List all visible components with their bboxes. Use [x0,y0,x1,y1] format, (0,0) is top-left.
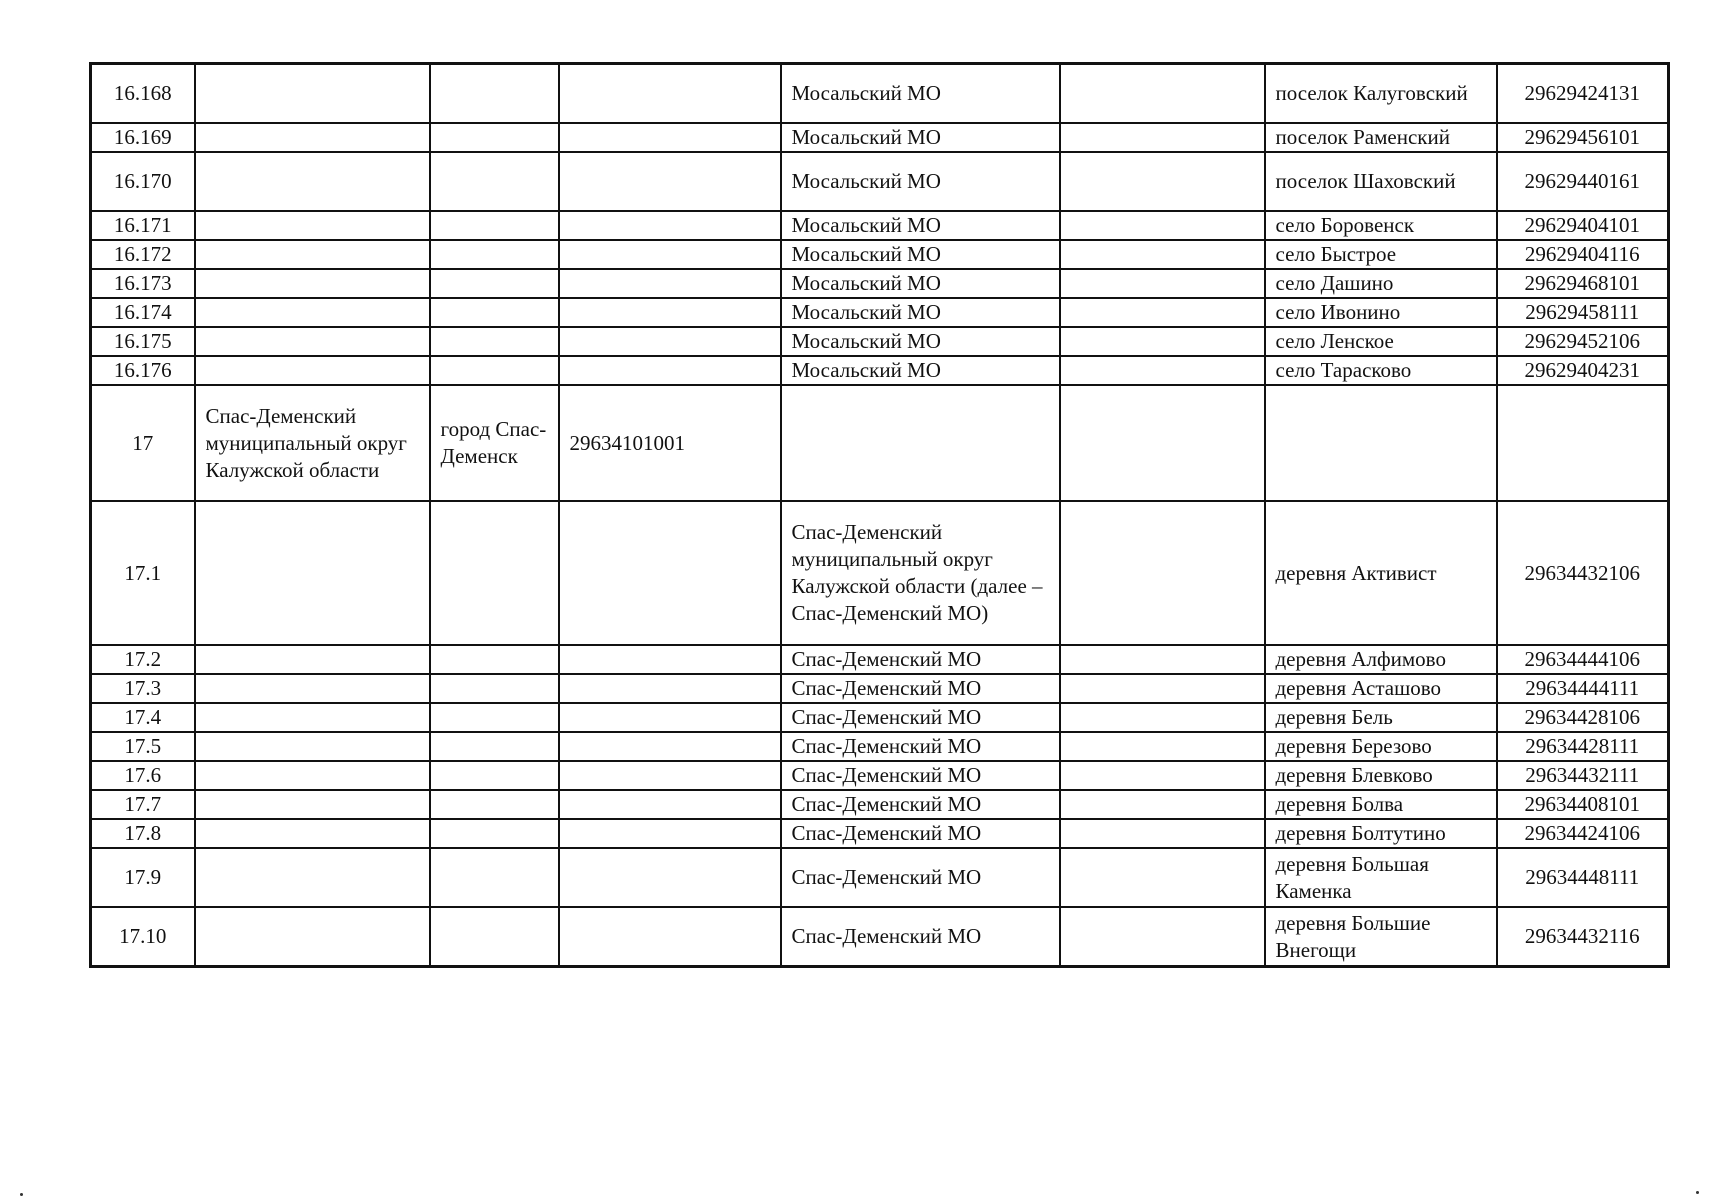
extra-cell [1060,211,1265,240]
municipal-district: Мосальский МО [781,152,1060,211]
municipal-district: Мосальский МО [781,240,1060,269]
municipality-name: Спас-Деменский муниципальный округ Калужской области [195,385,430,501]
settlement-name: поселок Раменский [1265,123,1497,152]
admin-center [430,298,559,327]
admin-center-code [559,501,781,645]
admin-center-code [559,298,781,327]
settlement-code: 29629452106 [1497,327,1669,356]
row-number: 16.172 [91,240,195,269]
municipal-district: Мосальский МО [781,298,1060,327]
municipality-name [195,64,430,124]
extra-cell [1060,269,1265,298]
extra-cell [1060,327,1265,356]
municipal-district: Спас-Деменский МО [781,848,1060,907]
admin-center-code [559,732,781,761]
settlement-name: деревня Большие Внегощи [1265,907,1497,967]
settlement-code: 29634448111 [1497,848,1669,907]
municipality-name [195,123,430,152]
table-row [91,123,1669,152]
admin-center-code [559,761,781,790]
municipality-name [195,848,430,907]
table-row [91,240,1669,269]
municipality-name [195,298,430,327]
admin-center-code [559,240,781,269]
table-row [91,761,1669,790]
settlement-name: село Боровенск [1265,211,1497,240]
admin-center [430,907,559,967]
admin-center-code: 29634101001 [559,385,781,501]
admin-center-code [559,356,781,385]
settlement-code: 29629404231 [1497,356,1669,385]
table-row [91,732,1669,761]
extra-cell [1060,64,1265,124]
row-number: 16.170 [91,152,195,211]
admin-center-code [559,123,781,152]
settlement-name: деревня Активист [1265,501,1497,645]
admin-center [430,123,559,152]
admin-center [430,674,559,703]
table-row [91,819,1669,848]
table-row [91,327,1669,356]
extra-cell [1060,703,1265,732]
scan-speck [20,1193,23,1196]
municipal-district: Спас-Деменский МО [781,703,1060,732]
extra-cell [1060,674,1265,703]
admin-center [430,327,559,356]
municipality-name [195,501,430,645]
municipality-name [195,269,430,298]
row-number: 16.174 [91,298,195,327]
settlement-code: 29634444106 [1497,645,1669,674]
municipal-district: Спас-Деменский МО [781,761,1060,790]
settlement-name: село Быстрое [1265,240,1497,269]
table-row [91,848,1669,907]
extra-cell [1060,356,1265,385]
row-number: 17.7 [91,790,195,819]
settlement-code: 29629424131 [1497,64,1669,124]
municipality-name [195,327,430,356]
table-row [91,211,1669,240]
settlement-code: 29629458111 [1497,298,1669,327]
settlement-name: село Тарасково [1265,356,1497,385]
admin-center-code [559,152,781,211]
extra-cell [1060,298,1265,327]
settlement-name: село Ленское [1265,327,1497,356]
table-row [91,64,1669,124]
table-row [91,385,1669,501]
admin-center [430,761,559,790]
table-row [91,645,1669,674]
settlement-name: поселок Шаховский [1265,152,1497,211]
settlement-code: 29634432116 [1497,907,1669,967]
table-row [91,152,1669,211]
admin-center-code [559,64,781,124]
row-number: 17.10 [91,907,195,967]
settlement-code: 29629404101 [1497,211,1669,240]
row-number: 17.9 [91,848,195,907]
settlements-table [89,62,1670,968]
settlement-name: деревня Блевково [1265,761,1497,790]
municipality-name [195,790,430,819]
admin-center [430,211,559,240]
municipality-name [195,819,430,848]
extra-cell [1060,848,1265,907]
extra-cell [1060,732,1265,761]
municipal-district: Спас-Деменский МО [781,732,1060,761]
admin-center-code [559,645,781,674]
row-number: 16.171 [91,211,195,240]
settlement-code [1497,385,1669,501]
municipality-name [195,152,430,211]
settlement-name [1265,385,1497,501]
table-row [91,269,1669,298]
municipality-name [195,240,430,269]
settlement-name: деревня Болва [1265,790,1497,819]
municipal-district: Мосальский МО [781,327,1060,356]
extra-cell [1060,152,1265,211]
admin-center [430,356,559,385]
admin-center [430,645,559,674]
admin-center [430,501,559,645]
municipal-district: Мосальский МО [781,64,1060,124]
settlement-code: 29634428106 [1497,703,1669,732]
municipal-district: Спас-Деменский МО [781,907,1060,967]
row-number: 16.169 [91,123,195,152]
table-row [91,501,1669,645]
admin-center-code [559,848,781,907]
municipality-name [195,356,430,385]
row-number: 17 [91,385,195,501]
row-number: 16.176 [91,356,195,385]
settlement-name: деревня Большая Каменка [1265,848,1497,907]
extra-cell [1060,761,1265,790]
admin-center [430,790,559,819]
municipal-district: Спас-Деменский МО [781,819,1060,848]
settlement-code: 29634444111 [1497,674,1669,703]
municipality-name [195,907,430,967]
municipal-district: Спас-Деменский муниципальный округ Калужской области (далее – Спас-Деменский МО) [781,501,1060,645]
settlement-name: село Ивонино [1265,298,1497,327]
extra-cell [1060,385,1265,501]
row-number: 17.6 [91,761,195,790]
admin-center-code [559,269,781,298]
municipal-district: Спас-Деменский МО [781,674,1060,703]
admin-center-code [559,674,781,703]
scan-speck [1696,1191,1699,1194]
municipality-name [195,703,430,732]
settlement-name: село Дашино [1265,269,1497,298]
admin-center [430,732,559,761]
admin-center [430,703,559,732]
extra-cell [1060,501,1265,645]
admin-center-code [559,703,781,732]
municipality-name [195,211,430,240]
settlement-name: деревня Бель [1265,703,1497,732]
municipal-district: Мосальский МО [781,269,1060,298]
settlement-code: 29629468101 [1497,269,1669,298]
admin-center [430,819,559,848]
admin-center [430,269,559,298]
table-row [91,790,1669,819]
row-number: 17.8 [91,819,195,848]
admin-center [430,848,559,907]
settlement-name: деревня Алфимово [1265,645,1497,674]
settlement-code: 29634432111 [1497,761,1669,790]
admin-center-code [559,790,781,819]
extra-cell [1060,907,1265,967]
extra-cell [1060,645,1265,674]
row-number: 16.173 [91,269,195,298]
municipality-name [195,761,430,790]
settlement-code: 29629440161 [1497,152,1669,211]
municipal-district: Спас-Деменский МО [781,645,1060,674]
admin-center [430,240,559,269]
extra-cell [1060,819,1265,848]
settlement-name: деревня Болтутино [1265,819,1497,848]
table-row [91,356,1669,385]
row-number: 16.175 [91,327,195,356]
table-row [91,907,1669,967]
admin-center-code [559,819,781,848]
municipal-district: Мосальский МО [781,211,1060,240]
admin-center: город Спас-Деменск [430,385,559,501]
settlement-code: 29629404116 [1497,240,1669,269]
row-number: 16.168 [91,64,195,124]
row-number: 17.1 [91,501,195,645]
settlement-code: 29634432106 [1497,501,1669,645]
admin-center [430,152,559,211]
extra-cell [1060,790,1265,819]
municipal-district: Мосальский МО [781,356,1060,385]
municipal-district [781,385,1060,501]
municipal-district: Спас-Деменский МО [781,790,1060,819]
extra-cell [1060,240,1265,269]
settlement-name: деревня Березово [1265,732,1497,761]
row-number: 17.2 [91,645,195,674]
settlement-name: поселок Калуговский [1265,64,1497,124]
municipality-name [195,732,430,761]
row-number: 17.4 [91,703,195,732]
extra-cell [1060,123,1265,152]
municipal-district: Мосальский МО [781,123,1060,152]
settlement-code: 29634408101 [1497,790,1669,819]
admin-center-code [559,327,781,356]
admin-center-code [559,907,781,967]
table-row [91,703,1669,732]
municipality-name [195,645,430,674]
municipality-name [195,674,430,703]
settlement-name: деревня Асташово [1265,674,1497,703]
settlement-code: 29629456101 [1497,123,1669,152]
row-number: 17.3 [91,674,195,703]
table-row [91,298,1669,327]
admin-center [430,64,559,124]
row-number: 17.5 [91,732,195,761]
table-row [91,674,1669,703]
settlement-code: 29634428111 [1497,732,1669,761]
admin-center-code [559,211,781,240]
settlement-code: 29634424106 [1497,819,1669,848]
